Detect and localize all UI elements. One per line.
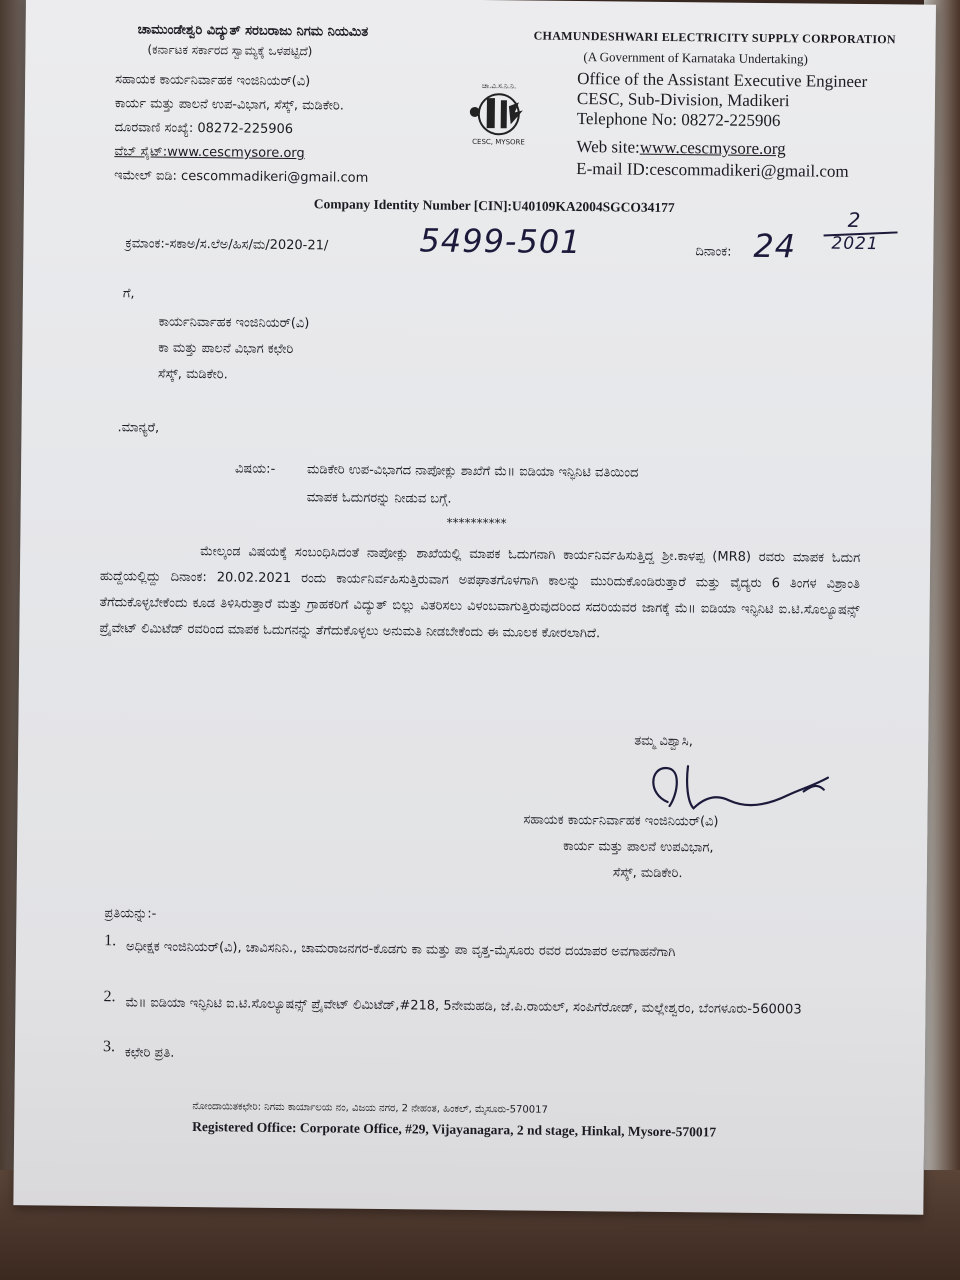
header-kn-gov: (ಕರ್ನಾಟಕ ಸರ್ಕಾರದ ಸ್ವಾಮ್ಯಕ್ಕೆ ಒಳಪಟ್ಟಿದೆ): [147, 42, 313, 59]
copies-label: ಪ್ರತಿಯನ್ನು:-: [104, 906, 157, 922]
recipient-line-2: ಕಾ ಮತ್ತು ಪಾಲನೆ ವಿಭಾಗ ಕಛೇರಿ: [158, 340, 294, 358]
header-en-email: E-mail ID:cescommadikeri@gmail.com: [576, 159, 849, 181]
subject-line-2: ಮಾಪಕ ಓದುಗರನ್ನು ನೀಡುವ ಬಗ್ಗೆ.: [306, 490, 452, 507]
date-month-handwritten: 2: [847, 207, 862, 232]
company-identity-number: Company Identity Number [CIN]:U40109KA2004SGCO34177: [313, 196, 675, 216]
signoff-title-3: ಸೆಸ್ಕ್, ಮಡಿಕೇರಿ.: [612, 865, 683, 882]
header-en-web-link[interactable]: www.cescmysore.org: [639, 137, 786, 159]
copy-item-2-number: 2.: [103, 988, 116, 1006]
signoff-title-2: ಕಾರ್ಯ ಮತ್ತು ಪಾಲನೆ ಉಪವಿಭಾಗ,: [563, 838, 714, 856]
header-en-org: CHAMUNDESHWARI ELECTRICITY SUPPLY CORPORATION: [533, 28, 897, 47]
date-label: ದಿನಾಂಕ:: [695, 244, 732, 260]
subject-label: ವಿಷಯ:-: [234, 461, 276, 477]
recipient-to: ಗೆ,: [122, 286, 135, 302]
header-kn-web: ವೆಬ್ ಸೈಟ್:www.cescmysore.org: [114, 144, 305, 162]
cesc-logo: [456, 78, 541, 151]
footer-en-registered: Registered Office: Corporate Office, #29, Vijayanagara, 2 nd stage, Hinkal, Mysore-570017: [192, 1119, 717, 1140]
subject-line-1: ಮಡಿಕೇರಿ ಉಪ-ವಿಭಾಗದ ನಾಪೋಕ್ಲು ಶಾಖೆಗೆ ಮೆ॥ ಐಡಿಯಾ ಇನ್ಫಿನಿಟಿ ವತಿಯಿಂದ: [306, 462, 639, 481]
copy-item-3-number: 3.: [102, 1038, 116, 1056]
header-en-web: [576, 137, 785, 159]
header-kn-office: ಸಹಾಯಕ ಕಾರ್ಯನಿರ್ವಾಹಕ ಇಂಜಿನಿಯರ್(ವಿ): [115, 72, 311, 90]
signoff-title-1: ಸಹಾಯಕ ಕಾರ್ಯನಿರ್ವಾಹಕ ಇಂಜಿನಿಯರ್(ವಿ): [523, 812, 719, 830]
header-en-gov: (A Government of Karnataka Undertaking): [583, 49, 809, 67]
date-day-handwritten: 24: [753, 226, 797, 266]
header-kn-org: ಚಾಮುಂಡೇಶ್ವರಿ ವಿದ್ಯುತ್ ಸರಬರಾಜು ನಿಗಮ ನಿಯಮಿತ: [137, 22, 369, 40]
subject-separator: **********: [446, 515, 507, 531]
reference-number-handwritten: 5499-501: [419, 221, 582, 262]
copy-item-1-number: 1.: [104, 932, 117, 950]
signature: [627, 754, 848, 822]
recipient-line-1: ಕಾರ್ಯನಿರ್ವಾಹಕ ಇಂಜಿನಿಯರ್(ವಿ): [158, 314, 310, 332]
header-en-phone: Telephone No: 08272-225906: [576, 109, 781, 131]
signoff-closing: ತಮ್ಮ ವಿಶ್ವಾಸಿ,: [634, 733, 693, 750]
copy-item-1: ಅಧೀಕ್ಷಕ ಇಂಜಿನಿಯರ್(ವಿ), ಚಾವಿಸನಿನಿ., ಚಾಮರಾಜನಗರ-ಕೊಡಗು ಕಾ ಮತ್ತು ಪಾ ವೃತ್ತ-ಮೈಸೂರು ರವರ ದಯಾಪರ ಅವಗಾಹನೆಗಾಗಿ: [125, 939, 676, 961]
header-kn-phone: ದೂರವಾಣಿ ಸಂಖ್ಯೆ: 08272-225906: [114, 120, 294, 138]
date-year-handwritten: 2021: [831, 233, 879, 255]
logo-text-top: ಚಾ.ವಿ.ಸ.ನಿ.ನಿ.: [481, 82, 517, 91]
copy-item-3: ಕಛೇರಿ ಪ್ರತಿ.: [124, 1045, 175, 1061]
letter-page: [13, 0, 936, 1215]
recipient-line-3: ಸೆಸ್ಕ್, ಮಡಿಕೇರಿ.: [157, 366, 228, 383]
reference-prefix: ಕ್ರಮಾಂಕ:-ಸಕಾಅ/ಸ.ಲೆಅ/ಹಿಸ/ಮ/2020-21/: [125, 236, 329, 254]
header-en-office: Office of the Assistant Executive Engineer: [577, 69, 868, 92]
body-paragraph: ಮೇಲ್ಕಂಡ ವಿಷಯಕ್ಕೆ ಸಂಬಂಧಿಸಿದಂತೆ ನಾಪೋಕ್ಲು ಶಾಖೆಯಲ್ಲಿ ಮಾಪಕ ಓದುಗನಾಗಿ ಕಾರ್ಯನಿರ್ವಹಿಸುತ್ತಿದ್ದ ಶ್ರೀ.ಕಾಳಪ್ಪ (MR8) ರವರು ಮಾಪಕ ಓದುಗ ಹುದ್ದೆಯಲ್ಲಿದ್ದು ದಿನಾಂಕ: 20.02.2021 ರಂದು ಕಾರ್ಯನಿರ್ವಹಿಸುತ್ತಿರುವಾಗ ಅಪಘಾತಗೊಳಗಾಗಿ ಕಾಲನ್ನು ಮುರಿದುಕೊಂಡಿರುತ್ತಾರೆ ಮತ್ತು ವೈದ್ಯರು 6 ತಿಂಗಳ ವಿಶ್ರಾಂತಿ ತೆಗೆದುಕೊಳ್ಳಬೇಕೆಂದು ಕೂಡ ತಿಳಿಸಿರುತ್ತಾರೆ ಮತ್ತು ಗ್ರಾಹಕರಿಗೆ ವಿದ್ಯುತ್ ಬಿಲ್ಲು ವಿತರಿಸಲು ವಿಳಂಬವಾಗುತ್ತಿರುವುದರಿಂದ ಸದರಿಯವರ ಜಾಗಕ್ಕೆ ಮೆ॥ ಐಡಿಯಾ ಇನ್ಫಿನಿಟಿ ಐ.ಟಿ.ಸೊಲ್ಯೂಷನ್ಸ್ ಪ್ರೈವೇಟ್ ಲಿಮಿಟೆಡ್ ರವರಿಂದ ಮಾಪಕ ಓದುಗನನ್ನು ತೆಗೆದುಕೊಳ್ಳಲು ಅನುಮತಿ ನೀಡಬೇಕೆಂದು ಈ ಮೂಲಕ ಕೋರಲಾಗಿದೆ.: [99, 544, 861, 642]
header-kn-email: ಇಮೇಲ್ ಐಡಿ: cescommadikeri@gmail.com: [114, 168, 369, 186]
header-kn-subdiv: ಕಾರ್ಯ ಮತ್ತು ಪಾಲನೆ ಉಪ-ವಿಭಾಗ, ಸೆಸ್ಕ್, ಮಡಿಕೇರಿ.: [114, 96, 344, 114]
header-en-subdiv: CESC, Sub-Division, Madikeri: [576, 89, 790, 111]
salutation: .ಮಾನ್ಯರೆ,: [117, 420, 160, 436]
copy-item-2: ಮೆ॥ ಐಡಿಯಾ ಇನ್ಫಿನಿಟಿ ಐ.ಟಿ.ಸೊಲ್ಯೂಷನ್ಸ್ ಪ್ರೈವೇಟ್ ಲಿಮಿಟೆಡ್,#218, 5ನೇಮಹಡಿ, ಜೆ.ಪಿ.ರಾಯಲ್, ಸಂಪಿಗೆರೋಡ್, ಮಲ್ಲೇಶ್ವರಂ, ಬೆಂಗಳೂರು-560003: [125, 995, 802, 1018]
logo-text-bottom: CESC, MYSORE: [472, 137, 525, 147]
footer-kn-registered: ನೋಂದಾಯಿತಕಛೇರಿ: ನಿಗಮ ಕಾರ್ಯಾಲಯ ನಂ, ವಿಜಯ ನಗರ, 2 ನೇಹಂತ, ಹಿಂಕಲ್, ಮೈಸೂರು-570017: [192, 1101, 548, 1116]
header-en-web-label: Web site:: [576, 137, 640, 157]
